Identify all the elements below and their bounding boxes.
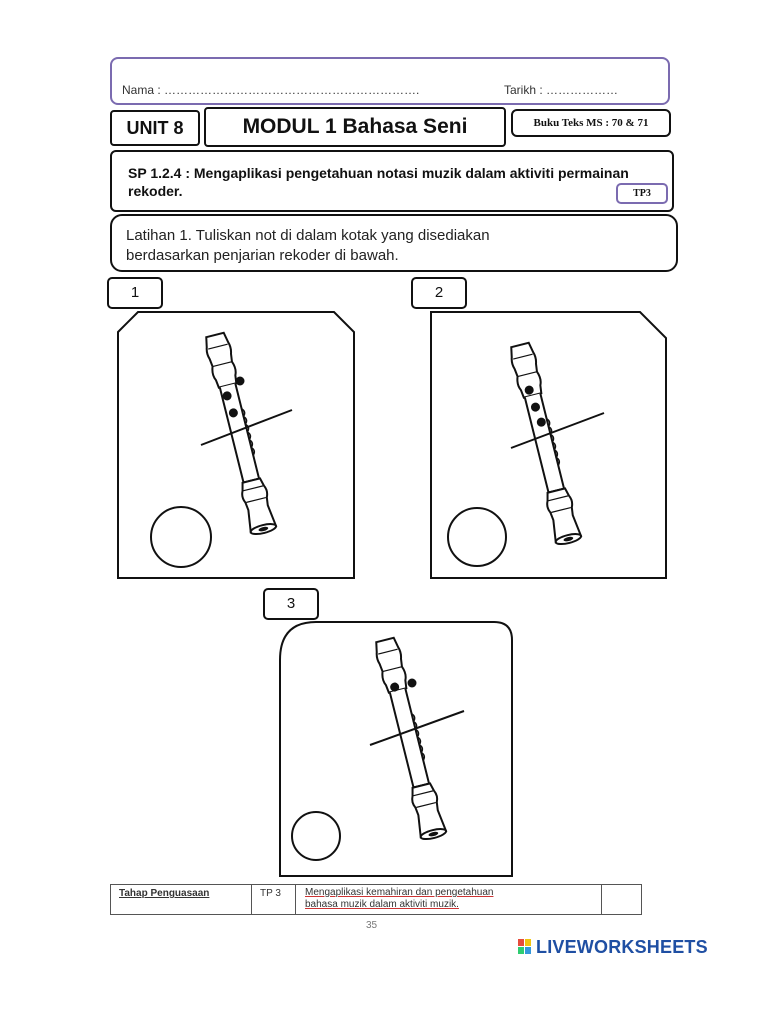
recorder-1: [202, 332, 277, 536]
textbook-reference: Buku Teks MS : 70 & 71: [511, 109, 671, 137]
mastery-table: [110, 884, 642, 915]
answer-circle-3[interactable]: [292, 812, 340, 860]
date-field[interactable]: Tarikh : ………………: [504, 83, 619, 97]
instruction-line-2: berdasarkan penjarian rekoder di bawah.: [126, 247, 399, 264]
instruction-line-1: Latihan 1. Tuliskan not di dalam kotak yang disediakan: [126, 227, 490, 244]
name-field[interactable]: Nama : ……………………………………………………….: [122, 83, 420, 97]
mastery-label: Tahap Penguasaan: [119, 888, 210, 899]
mastery-desc-line-2: bahasa muzik dalam aktiviti muzik.: [305, 899, 459, 910]
mastery-check-cell[interactable]: [601, 885, 641, 914]
recorder-3: [372, 637, 447, 841]
standard-text: SP 1.2.4 : Mengaplikasi pengetahuan notasi muzik dalam aktiviti permainan rekoder.: [128, 165, 629, 199]
exercise-number-3: 3: [263, 588, 319, 620]
unit-label: UNIT 8: [110, 110, 200, 146]
brand-name: LIVEWORKSHEETS: [536, 937, 708, 957]
mastery-level: TP 3: [260, 888, 281, 899]
module-title: MODUL 1 Bahasa Seni: [204, 107, 506, 147]
answer-circle-1[interactable]: [151, 507, 211, 567]
liveworksheets-logo-icon: [518, 939, 532, 955]
tp-badge: TP3: [616, 183, 668, 204]
answer-circle-2[interactable]: [448, 508, 506, 566]
recorder-2: [507, 342, 582, 546]
mastery-desc-line-1: Mengaplikasi kemahiran dan pengetahuan: [305, 887, 494, 898]
page-number: 35: [366, 920, 378, 931]
exercise-number-1: 1: [107, 277, 163, 309]
exercise-number-2: 2: [411, 277, 467, 309]
